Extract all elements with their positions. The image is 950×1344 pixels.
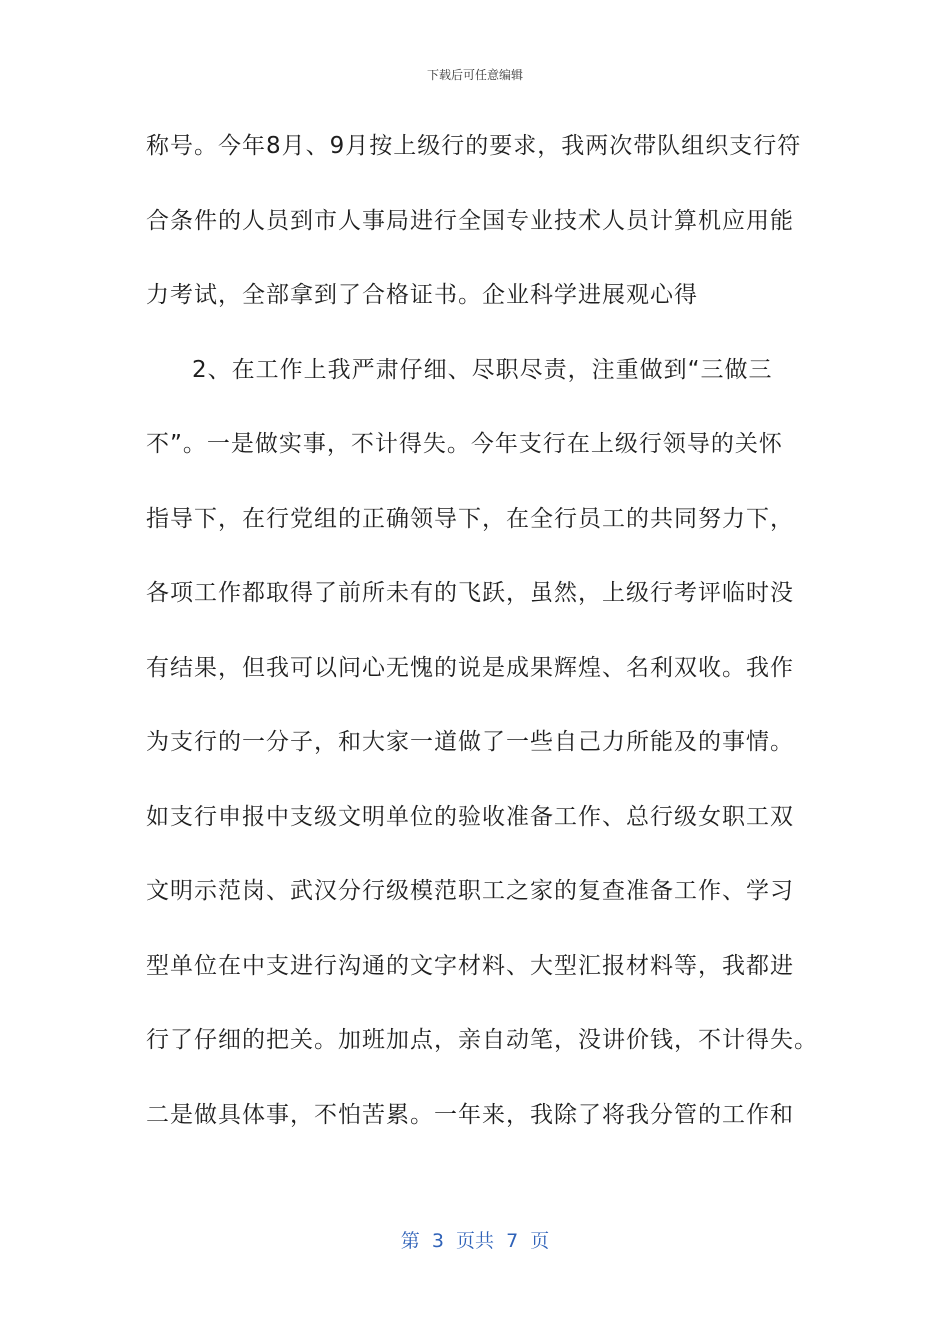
- text-line: 二是做具体事，不怕苦累。一年来，我除了将我分管的工作和: [146, 1101, 794, 1128]
- text-line-paragraph-start: 2、在工作上我严肃仔细、尽职尽责，注重做到“三做三: [192, 356, 773, 383]
- text-line: 不”。一是做实事，不计得失。今年支行在上级行领导的关怀: [146, 431, 783, 457]
- text-line: 力考试，全部拿到了合格证书。企业科学进展观心得: [146, 282, 698, 308]
- text-line: 指导下，在行党组的正确领导下，在全行员工的共同努力下，: [146, 505, 794, 532]
- text-line: 型单位在中支进行沟通的文字材料、大型汇报材料等，我都进: [146, 952, 794, 979]
- page-footer: 第 3 页共 7 页: [400, 1230, 550, 1252]
- text-line: 有结果，但我可以问心无愧的说是成果辉煌、名利双收。我作: [146, 654, 794, 681]
- text-line: 合条件的人员到市人事局进行全国专业技术人员计算机应用能: [146, 207, 794, 234]
- text-line: 如支行申报中支级文明单位的验收准备工作、总行级女职工双: [146, 803, 794, 830]
- text-line: 为支行的一分子，和大家一道做了一些自己力所能及的事情。: [146, 729, 794, 755]
- text-line: 各项工作都取得了前所未有的飞跃，虽然，上级行考评临时没: [146, 580, 794, 606]
- text-line: 文明示范岗、武汉分行级模范职工之家的复查准备工作、学习: [146, 878, 794, 904]
- header-note: 下载后可任意编辑: [426, 68, 523, 82]
- body-text: [146, 127, 826, 1170]
- text-line: 行了仔细的把关。加班加点，亲自动笔，没讲价钱，不计得失。: [146, 1027, 818, 1053]
- text-line: 称号。今年8月、9月按上级行的要求，我两次带队组织支行符: [146, 133, 802, 159]
